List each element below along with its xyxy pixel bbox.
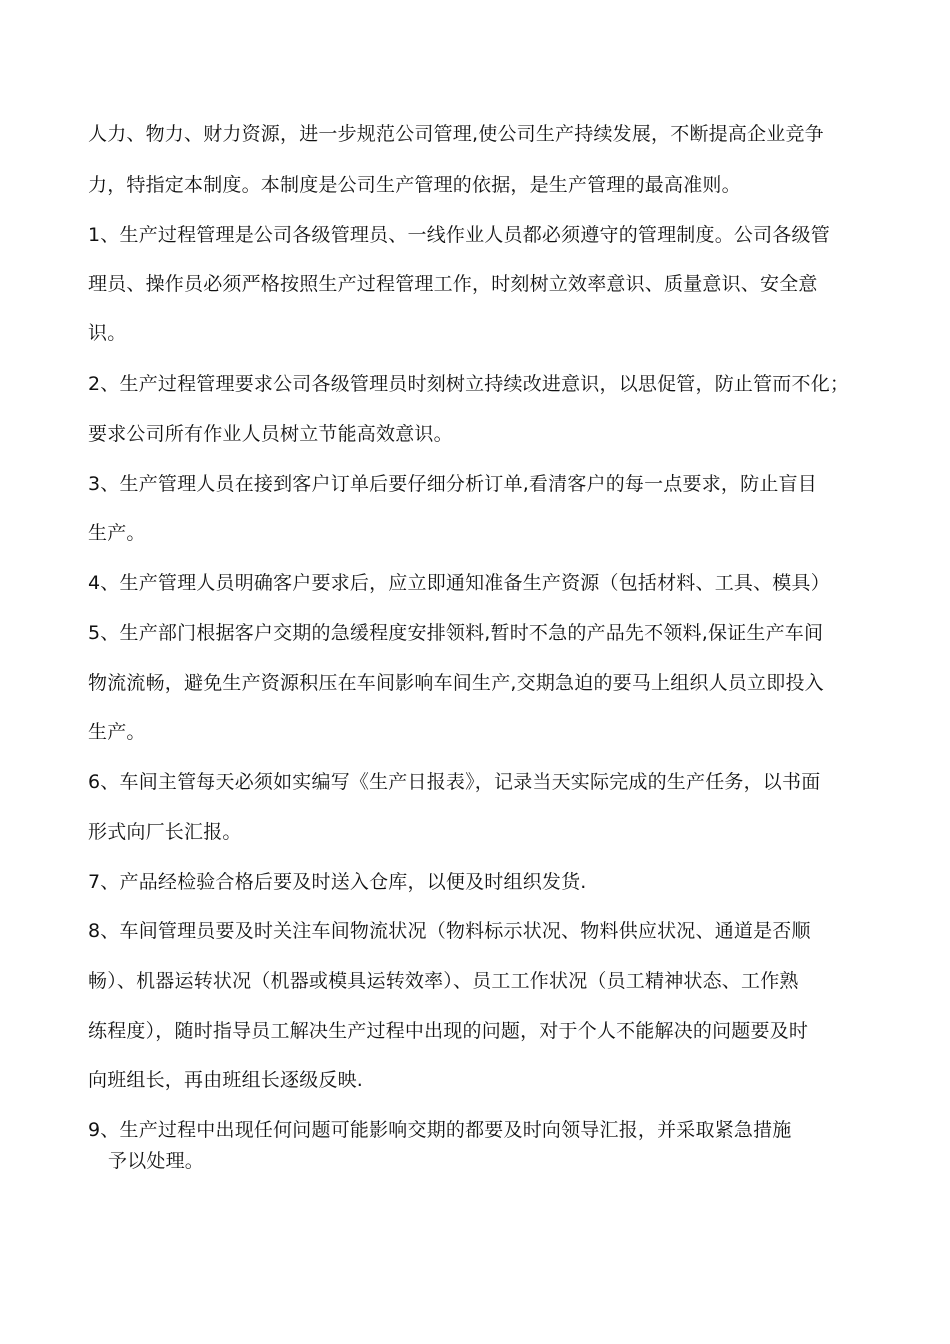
clause-8-line-3: 练程度），随时指导员工解决生产过程中出现的问题，对于个人不能解决的问题要及时 — [88, 1020, 809, 1042]
clause-7-line-1: 7、产品经检验合格后要及时送入仓库，以便及时组织发货. — [88, 871, 587, 893]
clause-8-line-2: 畅）、机器运转状况（机器或模具运转效率）、员工工作状况（员工精神状态、工作熟 — [88, 970, 799, 992]
clause-5-line-1: 5、生产部门根据客户交期的急缓程度安排领料,暂时不急的产品先不领料,保证生产车间 — [88, 622, 824, 644]
intro-line-1: 人力、物力、财力资源，进一步规范公司管理,使公司生产持续发展，不断提高企业竞争 — [88, 123, 824, 145]
clause-9-line-2: 予以处理。 — [108, 1150, 205, 1172]
clause-2-line-1: 2、生产过程管理要求公司各级管理员时刻树立持续改进意识，以思促管，防止管而不化； — [88, 373, 850, 395]
clause-5-line-3: 生产。 — [88, 721, 146, 743]
clause-2-line-2: 要求公司所有作业人员树立节能高效意识。 — [88, 423, 453, 445]
clause-5-line-2: 物流流畅，避免生产资源积压在车间影响车间生产,交期急迫的要马上组织人员立即投入 — [88, 672, 824, 694]
clause-1-line-2: 理员、操作员必须严格按照生产过程管理工作，时刻树立效率意识、质量意识、安全意 — [88, 273, 818, 295]
clause-1-line-3: 识。 — [88, 322, 127, 344]
intro-line-2: 力，特指定本制度。本制度是公司生产管理的依据，是生产管理的最高准则。 — [88, 174, 741, 196]
clause-3-line-1: 3、生产管理人员在接到客户订单后要仔细分析订单,看清客户的每一点要求，防止盲目 — [88, 473, 817, 495]
clause-8-line-4: 向班组长，再由班组长逐级反映. — [88, 1069, 364, 1091]
clause-4-line-1: 4、生产管理人员明确客户要求后，应立即通知准备生产资源（包括材料、工具、模具） — [88, 572, 830, 594]
clause-6-line-1: 6、车间主管每天必须如实编写《生产日报表》，记录当天实际完成的生产任务，以书面 — [88, 771, 821, 793]
clause-9-line-1: 9、生产过程中出现任何问题可能影响交期的都要及时向领导汇报，并采取紧急措施 — [88, 1119, 792, 1141]
clause-3-line-2: 生产。 — [88, 522, 146, 544]
clause-6-line-2: 形式向厂长汇报。 — [88, 821, 242, 843]
clause-1-line-1: 1、生产过程管理是公司各级管理员、一线作业人员都必须遵守的管理制度。公司各级管 — [88, 224, 830, 246]
clause-8-line-1: 8、车间管理员要及时关注车间物流状况（物料标示状况、物料供应状况、通道是否顺 — [88, 920, 811, 942]
